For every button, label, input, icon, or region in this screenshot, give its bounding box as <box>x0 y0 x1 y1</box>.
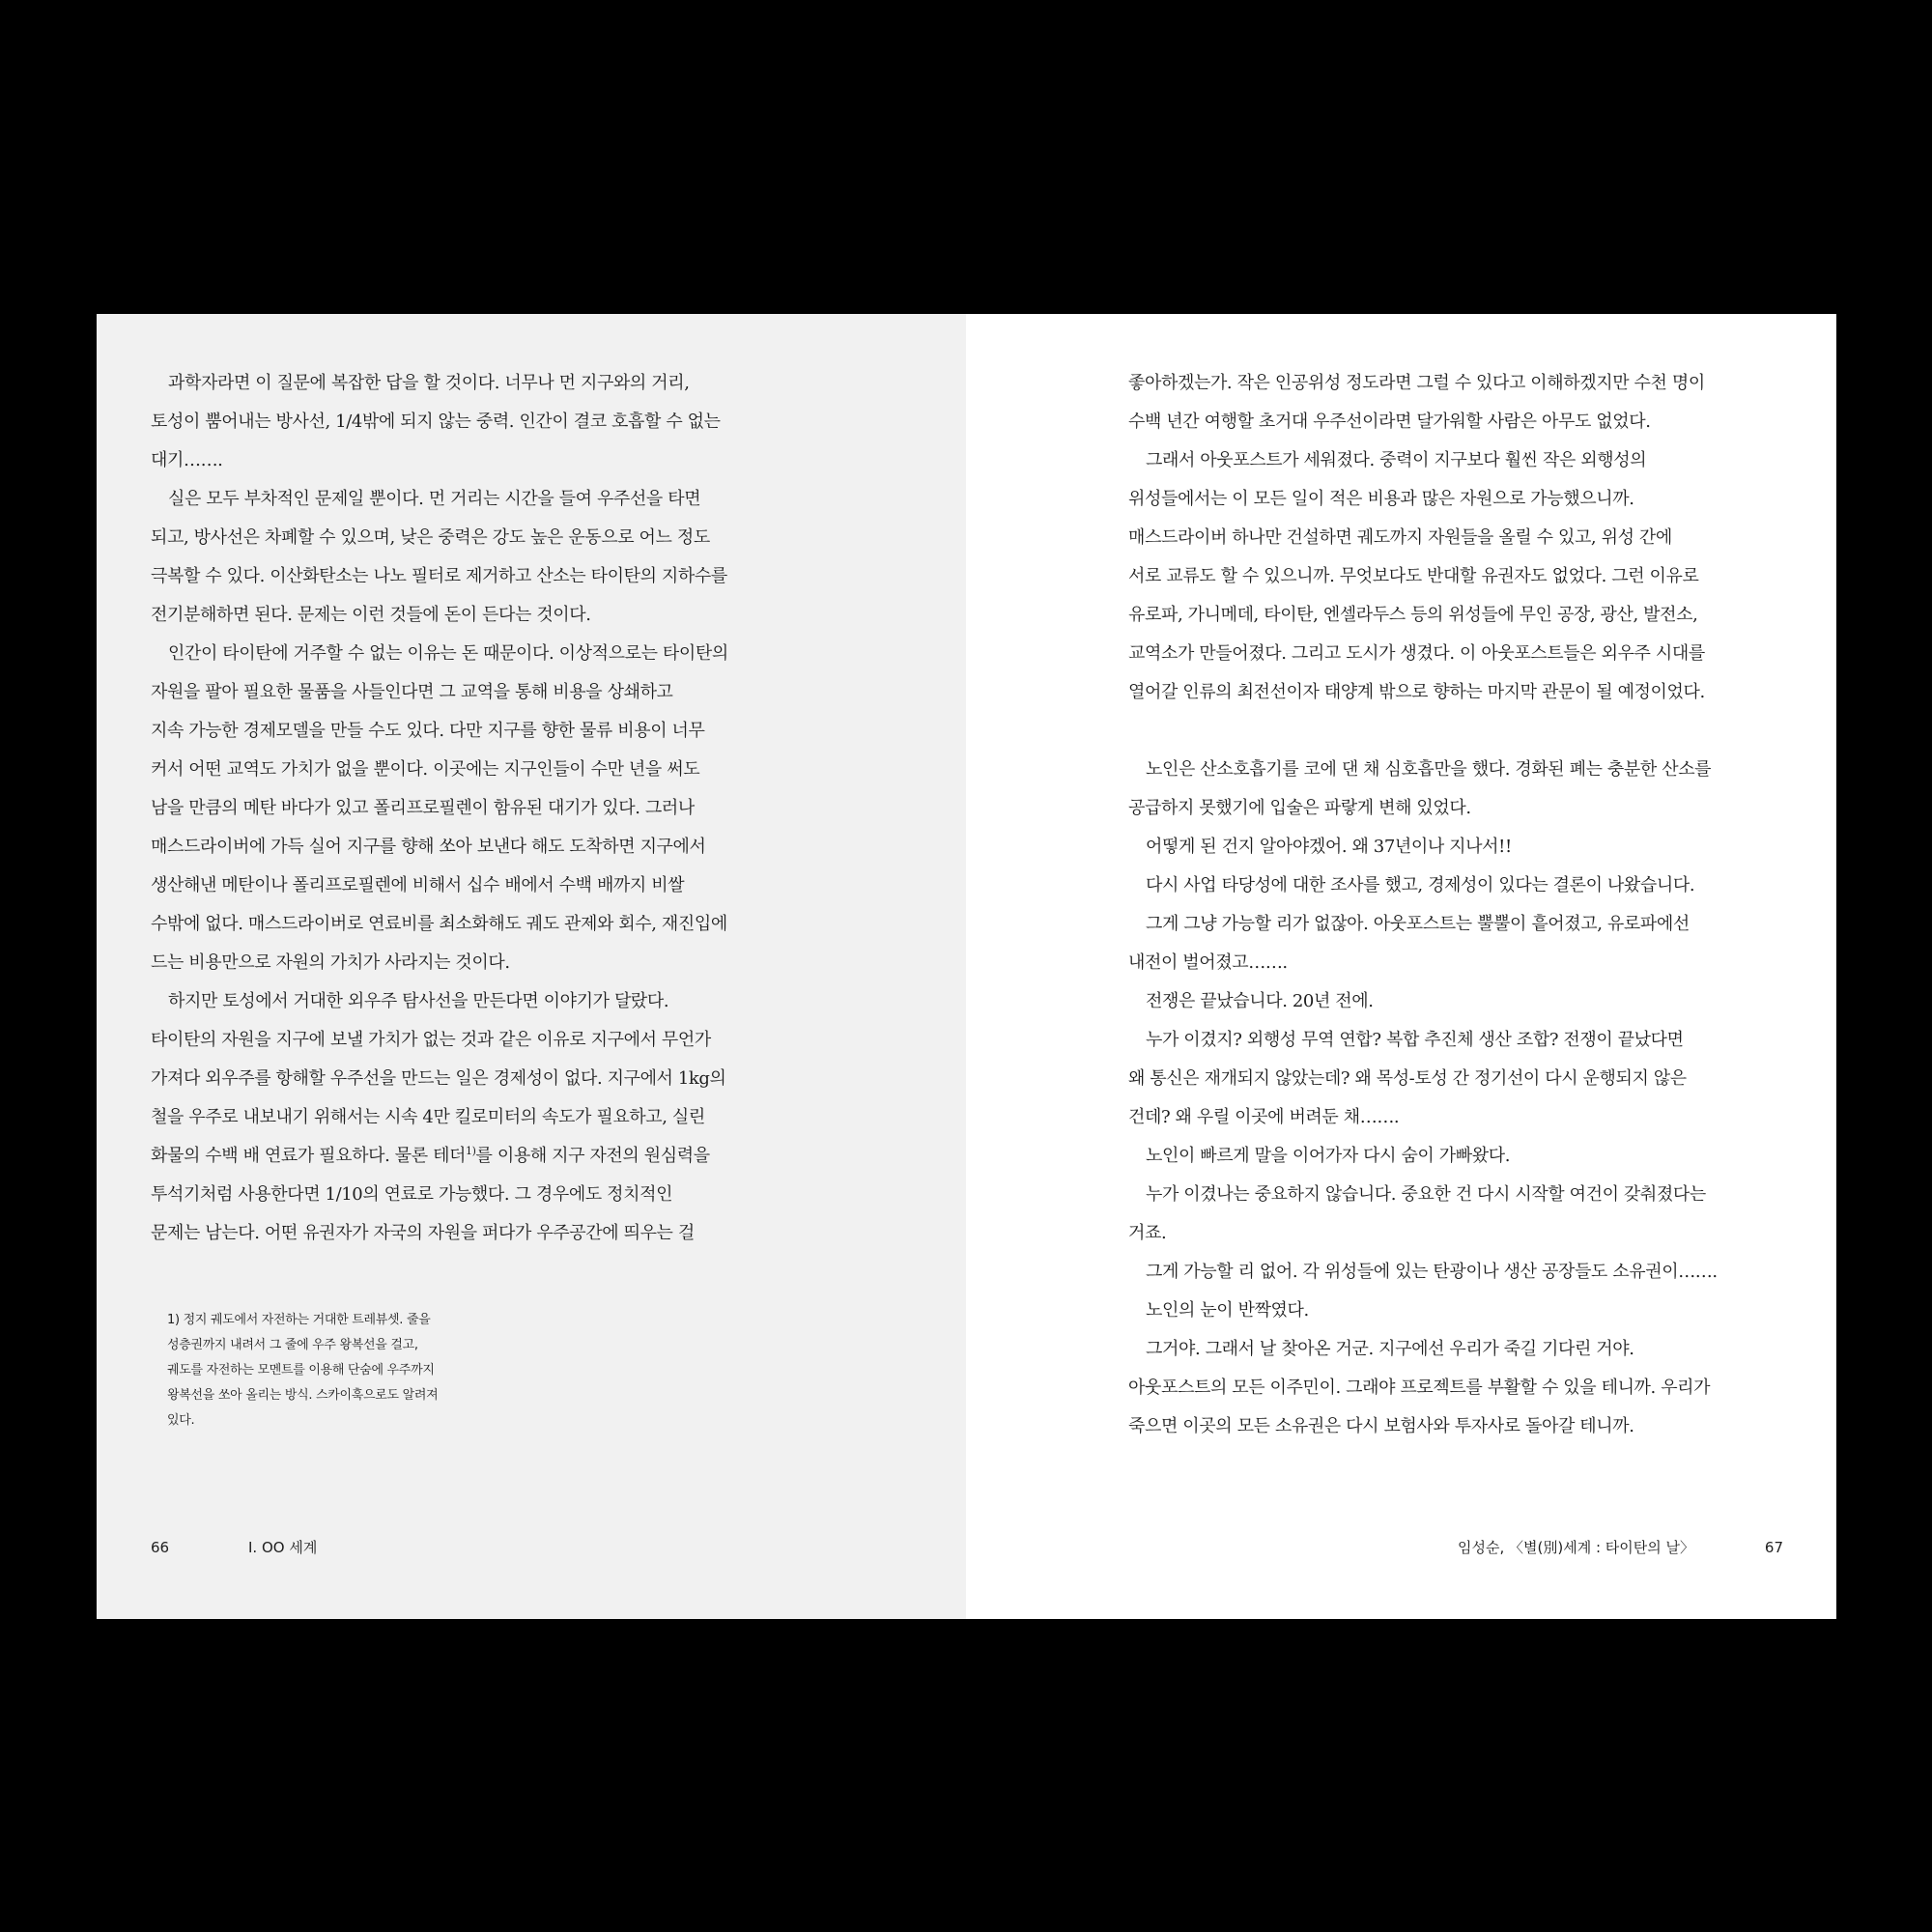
page-number: 67 <box>1764 1539 1783 1556</box>
text-line: 죽으면 이곳의 모든 소유권은 다시 보험사와 투자사로 돌아갈 테니까. <box>1128 1416 1634 1436</box>
running-head: 임성순, 〈별(別)세계 : 타이탄의 날〉 <box>1458 1539 1694 1556</box>
text-segment: 를 이용해 지구 자전의 원심력을 <box>475 1146 710 1166</box>
text-line: 자원을 팔아 필요한 물품을 사들인다면 그 교역을 통해 비용을 상쇄하고 <box>151 682 673 702</box>
text-line: 누가 이겼지? 외행성 무역 연합? 복합 추진체 생산 조합? 전쟁이 끝났다면 <box>1146 1030 1684 1050</box>
text-line: 그게 가능할 리 없어. 각 위성들에 있는 탄광이나 생산 공장들도 소유권이……. <box>1146 1262 1718 1282</box>
text-line: 그거야. 그래서 날 찾아온 거군. 지구에선 우리가 죽길 기다린 거야. <box>1146 1339 1634 1359</box>
text-line: 철을 우주로 내보내기 위해서는 시속 4만 킬로미터의 속도가 필요하고, 실린 <box>151 1107 705 1127</box>
page-number: 66 <box>151 1539 170 1556</box>
text-segment: 화물의 수백 배 연료가 필요하다. 물론 테더 <box>151 1146 467 1166</box>
running-head: Ⅰ. OO 세계 <box>248 1539 318 1556</box>
text-line: 투석기처럼 사용한다면 1/10의 연료로 가능했다. 그 경우에도 정치적인 <box>151 1184 673 1205</box>
text-line: 하지만 토성에서 거대한 외우주 탐사선을 만든다면 이야기가 달랐다. <box>168 991 669 1011</box>
right-page <box>966 314 1836 1619</box>
text-line: 교역소가 만들어졌다. 그리고 도시가 생겼다. 이 아웃포스트들은 외우주 시대를 <box>1128 643 1705 664</box>
text-line: 생산해낸 메탄이나 폴리프로필렌에 비해서 십수 배에서 수백 배까지 비쌀 <box>151 875 685 895</box>
right-page-body <box>1128 364 1804 1446</box>
text-line: 수백 년간 여행할 초거대 우주선이라면 달가워할 사람은 아무도 없었다. <box>1128 412 1651 432</box>
text-line: 토성이 뿜어내는 방사선, 1/4밖에 되지 않는 중력. 인간이 결코 호흡할 수 없는 <box>151 412 721 432</box>
text-line: 열어갈 인류의 최전선이자 태양계 밖으로 향하는 마지막 관문이 될 예정이었다. <box>1128 682 1705 702</box>
text-line: 서로 교류도 할 수 있으니까. 무엇보다도 반대할 유권자도 없었다. 그런 이유로 <box>1128 566 1699 586</box>
text-line: 매스드라이버 하나만 건설하면 궤도까지 자원들을 올릴 수 있고, 위성 간에 <box>1128 527 1672 548</box>
text-line: 인간이 타이탄에 거주할 수 없는 이유는 돈 때문이다. 이상적으로는 타이탄의 <box>168 643 728 664</box>
footnote-line: 1) 정지 궤도에서 자전하는 거대한 트레뷰셋. 줄을 <box>167 1313 431 1327</box>
text-line: 수밖에 없다. 매스드라이버로 연료비를 최소화해도 궤도 관제와 회수, 재진입에 <box>151 914 727 934</box>
text-line: 공급하지 못했기에 입술은 파랗게 변해 있었다. <box>1128 798 1471 818</box>
text-line: 커서 어떤 교역도 가치가 없을 뿐이다. 이곳에는 지구인들이 수만 년을 써도 <box>151 759 700 780</box>
text-line: 노인의 눈이 반짝였다. <box>1146 1300 1309 1321</box>
text-line: 내전이 벌어졌고……. <box>1128 952 1288 973</box>
text-line: 그게 그냥 가능할 리가 없잖아. 아웃포스트는 뿔뿔이 흩어졌고, 유로파에선 <box>1146 914 1690 934</box>
text-line: 건데? 왜 우릴 이곳에 버려둔 채……. <box>1128 1107 1400 1127</box>
text-line: 위성들에서는 이 모든 일이 적은 비용과 많은 자원으로 가능했으니까. <box>1128 489 1634 509</box>
text-line: 지속 가능한 경제모델을 만들 수도 있다. 다만 지구를 향한 물류 비용이 너무 <box>151 721 705 741</box>
text-line: 매스드라이버에 가득 실어 지구를 향해 쏘아 보낸다 해도 도착하면 지구에서 <box>151 837 706 857</box>
footnote-reference[interactable]: 1) <box>466 1145 476 1157</box>
text-line: 문제는 남는다. 어떤 유권자가 자국의 자원을 퍼다가 우주공간에 띄우는 걸 <box>151 1223 695 1243</box>
text-line: 드는 비용만으로 자원의 가치가 사라지는 것이다. <box>151 952 510 973</box>
text-line: 타이탄의 자원을 지구에 보낼 가치가 없는 것과 같은 이유로 지구에서 무언가 <box>151 1030 711 1050</box>
text-line: 그래서 아웃포스트가 세워졌다. 중력이 지구보다 훨씬 작은 외행성의 <box>1146 450 1647 470</box>
text-line: 노인은 산소호흡기를 코에 댄 채 심호흡만을 했다. 경화된 폐는 충분한 산소를 <box>1146 759 1712 780</box>
text-line: 좋아하겠는가. 작은 인공위성 정도라면 그럴 수 있다고 이해하겠지만 수천 명이 <box>1128 373 1705 393</box>
text-line: 왜 통신은 재개되지 않았는데? 왜 목성-토성 간 정기선이 다시 운행되지 않은 <box>1128 1068 1687 1089</box>
left-page-body <box>151 364 827 1253</box>
text-line: 되고, 방사선은 차폐할 수 있으며, 낮은 중력은 강도 높은 운동으로 어느 정도 <box>151 527 710 548</box>
text-line: 유로파, 가니메데, 타이탄, 엔셀라두스 등의 위성들에 무인 공장, 광산, 발전소, <box>1128 605 1698 625</box>
footnote-line: 성층권까지 내려서 그 줄에 우주 왕복선을 걸고, <box>167 1338 418 1352</box>
text-line: 실은 모두 부차적인 문제일 뿐이다. 먼 거리는 시간을 들여 우주선을 타면 <box>168 489 701 509</box>
left-page <box>97 314 966 1619</box>
book-spread <box>97 314 1836 1619</box>
section-break <box>1128 712 1804 751</box>
text-line: 아웃포스트의 모든 이주민이. 그래야 프로젝트를 부활할 수 있을 테니까. 우리가 <box>1128 1378 1711 1398</box>
text-line: 대기……. <box>151 450 223 470</box>
text-line: 전기분해하면 된다. 문제는 이런 것들에 돈이 든다는 것이다. <box>151 605 591 625</box>
footnote-line: 있다. <box>167 1413 195 1428</box>
text-line-with-footnote-ref <box>151 1137 827 1176</box>
footnote-line: 왕복선을 쏘아 올리는 방식. 스카이훅으로도 알려져 <box>167 1388 439 1403</box>
text-line: 어떻게 된 건지 알아야겠어. 왜 37년이나 지나서!! <box>1146 837 1512 857</box>
text-line: 거죠. <box>1128 1223 1167 1243</box>
footnote-line: 궤도를 자전하는 모멘트를 이용해 단숨에 우주까지 <box>167 1363 435 1378</box>
text-line: 남을 만큼의 메탄 바다가 있고 폴리프로필렌이 함유된 대기가 있다. 그러나 <box>151 798 695 818</box>
text-line: 전쟁은 끝났습니다. 20년 전에. <box>1146 991 1374 1011</box>
footnote <box>167 1308 496 1434</box>
text-line: 다시 사업 타당성에 대한 조사를 했고, 경제성이 있다는 결론이 나왔습니다. <box>1146 875 1695 895</box>
text-line: 극복할 수 있다. 이산화탄소는 나노 필터로 제거하고 산소는 타이탄의 지하수를 <box>151 566 727 586</box>
text-line: 과학자라면 이 질문에 복잡한 답을 할 것이다. 너무나 먼 지구와의 거리, <box>168 373 690 393</box>
text-line: 가져다 외우주를 항해할 우주선을 만드는 일은 경제성이 없다. 지구에서 1kg의 <box>151 1068 726 1089</box>
text-line: 노인이 빠르게 말을 이어가자 다시 숨이 가빠왔다. <box>1146 1146 1511 1166</box>
text-line: 누가 이겼나는 중요하지 않습니다. 중요한 건 다시 시작할 여건이 갖춰졌다는 <box>1146 1184 1706 1205</box>
